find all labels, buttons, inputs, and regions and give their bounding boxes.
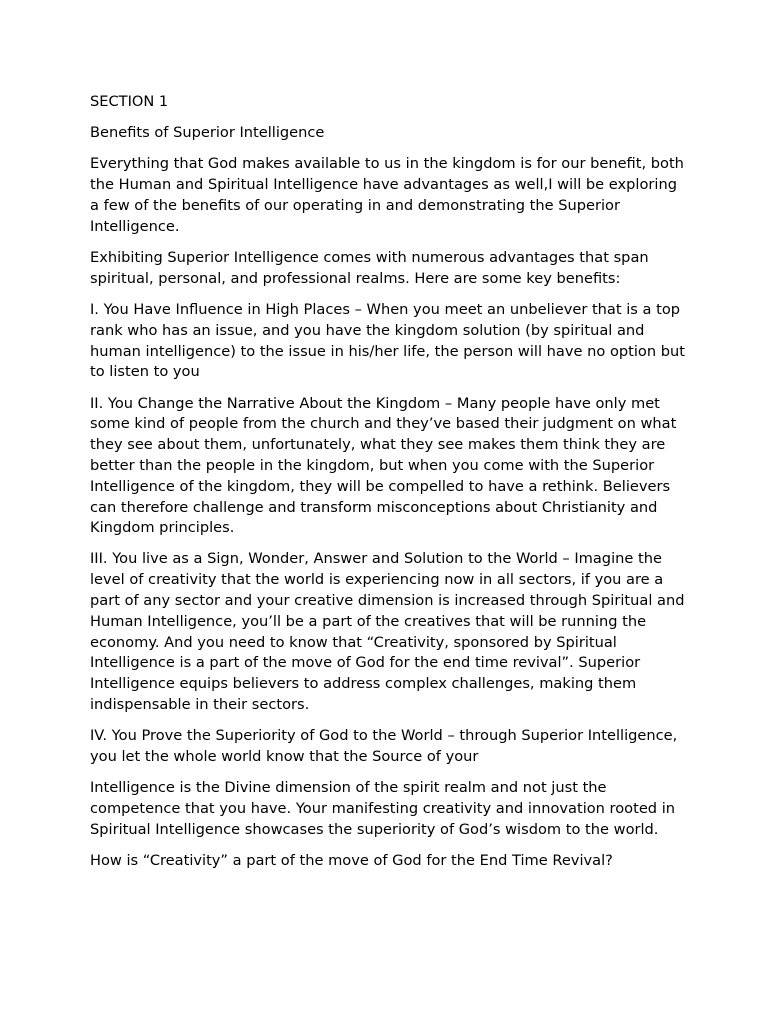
paragraph-benefit-4: IV. You Prove the Superiority of God to the World – through Superior Intelligence, you let the whole world know that the Source of your bbox=[90, 727, 678, 766]
document-subtitle: Benefits of Superior Intelligence bbox=[90, 124, 325, 142]
paragraph-benefit-1: I. You Have Influence in High Places – When you meet an unbeliever that is a top rank who has an issue, and you have the kingdom solution (by spiritual and human intelligence) to the issue in his/her life, the person will have no option but to listen to you bbox=[90, 300, 685, 381]
paragraph-intro: Everything that God makes available to us in the kingdom is for our benefit, both the Human and Spiritual Intelligence have advantages as well,I will be exploring a few of the benefits of our operating in and demonstrating the Superior Intelligence. bbox=[90, 155, 684, 235]
paragraph-benefit-4-continued: Intelligence is the Divine dimension of the spirit realm and not just the competence that you have. Your manifesting creativity and innovation rooted in Spiritual Intelligence showcases the superiority of God’s wisdom to the world. bbox=[90, 779, 676, 838]
paragraph-advantages: Exhibiting Superior Intelligence comes with numerous advantages that span spiritual, personal, and professional realms. Here are some key benefits: bbox=[90, 248, 649, 287]
section-heading: SECTION 1 bbox=[90, 93, 169, 110]
paragraph-question: How is “Creativity” a part of the move of God for the End Time Revival? bbox=[90, 852, 613, 870]
document-page bbox=[90, 92, 690, 882]
paragraph-benefit-3: III. You live as a Sign, Wonder, Answer and Solution to the World – Imagine the level of creativity that the world is experiencing now in all sectors, if you are a part of any sector and your creative dimension is increased through Spiritual and Human Intelligence, you’ll be a part of the creatives that will be running the economy. And you need to know that “Creativity, sponsored by Spiritual Intelligence is a part of the move of God for the end time revival”. Superior Intelligence equips believers to address complex challenges, making them indispensable in their sectors. bbox=[90, 550, 685, 714]
paragraph-benefit-2: II. You Change the Narrative About the Kingdom – Many people have only met some kind of people from the church and they’ve based their judgment on what they see about them, unfortunately, what they see makes them think they are better than the people in the kingdom, but when you come with the Superior Intelligence of the kingdom, they will be compelled to have a rethink. Believers can therefore challenge and transform misconceptions about Christianity and Kingdom principles. bbox=[90, 394, 677, 537]
